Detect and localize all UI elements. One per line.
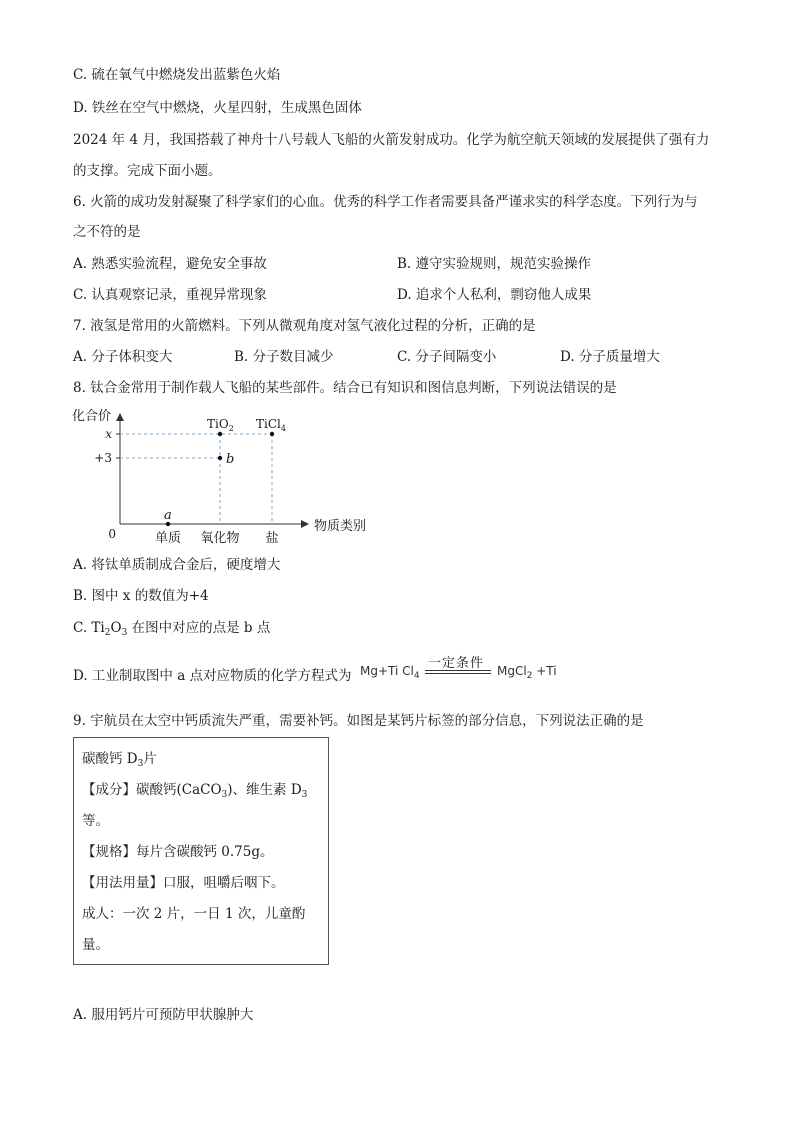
equation-line-bottom	[425, 673, 491, 674]
x-tick-label: 氧化物	[200, 531, 240, 546]
x-tick-label: 盐	[265, 531, 279, 546]
q6-option-c: C. 认真观察记录，重视异常现象	[73, 287, 267, 303]
q9-stem: 9. 宇航员在太空中钙质流失严重，需要补钙。如图是某钙片标签的部分信息，下列说法正确的是	[73, 713, 644, 729]
data-point-tio2	[218, 432, 222, 436]
q6-option-d: D. 追求个人私利，剽窃他人成果	[397, 287, 592, 303]
y-tick-label: +3	[94, 451, 112, 465]
label-components: 【成分】碳酸钙(CaCO$_3$)、维生素 $D_3$	[82, 782, 308, 800]
data-point-ticl4	[270, 432, 274, 436]
x-tick-label: 单质	[154, 531, 182, 546]
point-label-ticl4: TiCl$_4$	[256, 417, 286, 433]
y-tick-label: x	[105, 427, 112, 441]
x-axis-label: 物质类别	[314, 519, 367, 534]
q6-option-a: A. 熟悉实验流程，避免安全事故	[73, 256, 267, 272]
point-label-a: a	[164, 508, 172, 523]
label-spec: 【规格】每片含碳酸钙 0.75g。	[82, 844, 274, 860]
y-tick-label: 0	[108, 527, 116, 541]
label-adult-cont: 量。	[82, 937, 109, 953]
label-title: 碳酸钙 $D_3$片	[82, 751, 157, 769]
q8-option-c: C. $Ti_2O_3$ 在图中对应的点是 b 点	[73, 620, 271, 638]
q7-option-d: D. 分子质量增大	[560, 349, 660, 365]
q8-option-b: B. 图中 x 的数值为+4	[73, 588, 209, 604]
q5-option-c: C. 硫在氧气中燃烧发出蓝紫色火焰	[73, 67, 281, 83]
intro-line-1: 2024 年 4 月，我国搭载了神舟十八号载人飞船的火箭发射成功。化学为航空航天领域的发展提供了强有力	[73, 132, 710, 148]
calcium-tablet-label	[73, 737, 329, 965]
intro-line-2: 的支撑。完成下面小题。	[73, 163, 222, 179]
label-components-cont: 等。	[82, 813, 109, 829]
q8-option-d: D. 工业制取图中 a 点对应物质的化学方程式为 Mg+Ti $Cl_4$ 一定条件 MgCl$_2$ +Ti	[73, 652, 633, 692]
equation-products: MgCl$_2$ +Ti	[497, 664, 557, 681]
valence-category-chart	[70, 406, 380, 546]
q7-option-b: B. 分子数目减少	[234, 349, 334, 365]
point-label-tio2: TiO$_2$	[207, 417, 234, 433]
q6-stem-2: 之不符的是	[73, 224, 141, 240]
equation-reactants: Mg+Ti $Cl_4$	[360, 664, 420, 681]
q9-option-a: A. 服用钙片可预防甲状腺肿大	[73, 1007, 254, 1023]
q5-option-d: D. 铁丝在空气中燃烧，火星四射，生成黑色固体	[73, 100, 362, 116]
q7-option-c: C. 分子间隔变小	[397, 349, 497, 365]
q6-option-b: B. 遵守实验规则，规范实验操作	[397, 256, 592, 272]
label-usage: 【用法用量】口服，咀嚼后咽下。	[82, 875, 285, 891]
q8-stem: 8. 钛合金常用于制作载人飞船的某些部件。结合已有知识和图信息判断，下列说法错误的是	[73, 380, 617, 396]
q7-stem: 7. 液氢是常用的火箭燃料。下列从微观角度对氢气液化过程的分析，正确的是	[73, 318, 536, 334]
reaction-condition: 一定条件	[428, 656, 485, 671]
y-axis-label: 化合价	[72, 409, 112, 424]
point-label-b: b	[226, 452, 235, 467]
q8-option-a: A. 将钛单质制成合金后，硬度增大	[73, 557, 281, 573]
label-adult: 成人：一次 2 片，一日 1 次，儿童酌	[82, 906, 306, 922]
equation-line-top	[425, 670, 491, 671]
q6-stem-1: 6. 火箭的成功发射凝聚了科学家们的心血。优秀的科学工作者需要具备严谨求实的科学态度。下列行为与	[73, 194, 698, 210]
data-point-b	[218, 456, 222, 460]
q7-option-a: A. 分子体积变大	[73, 349, 173, 365]
